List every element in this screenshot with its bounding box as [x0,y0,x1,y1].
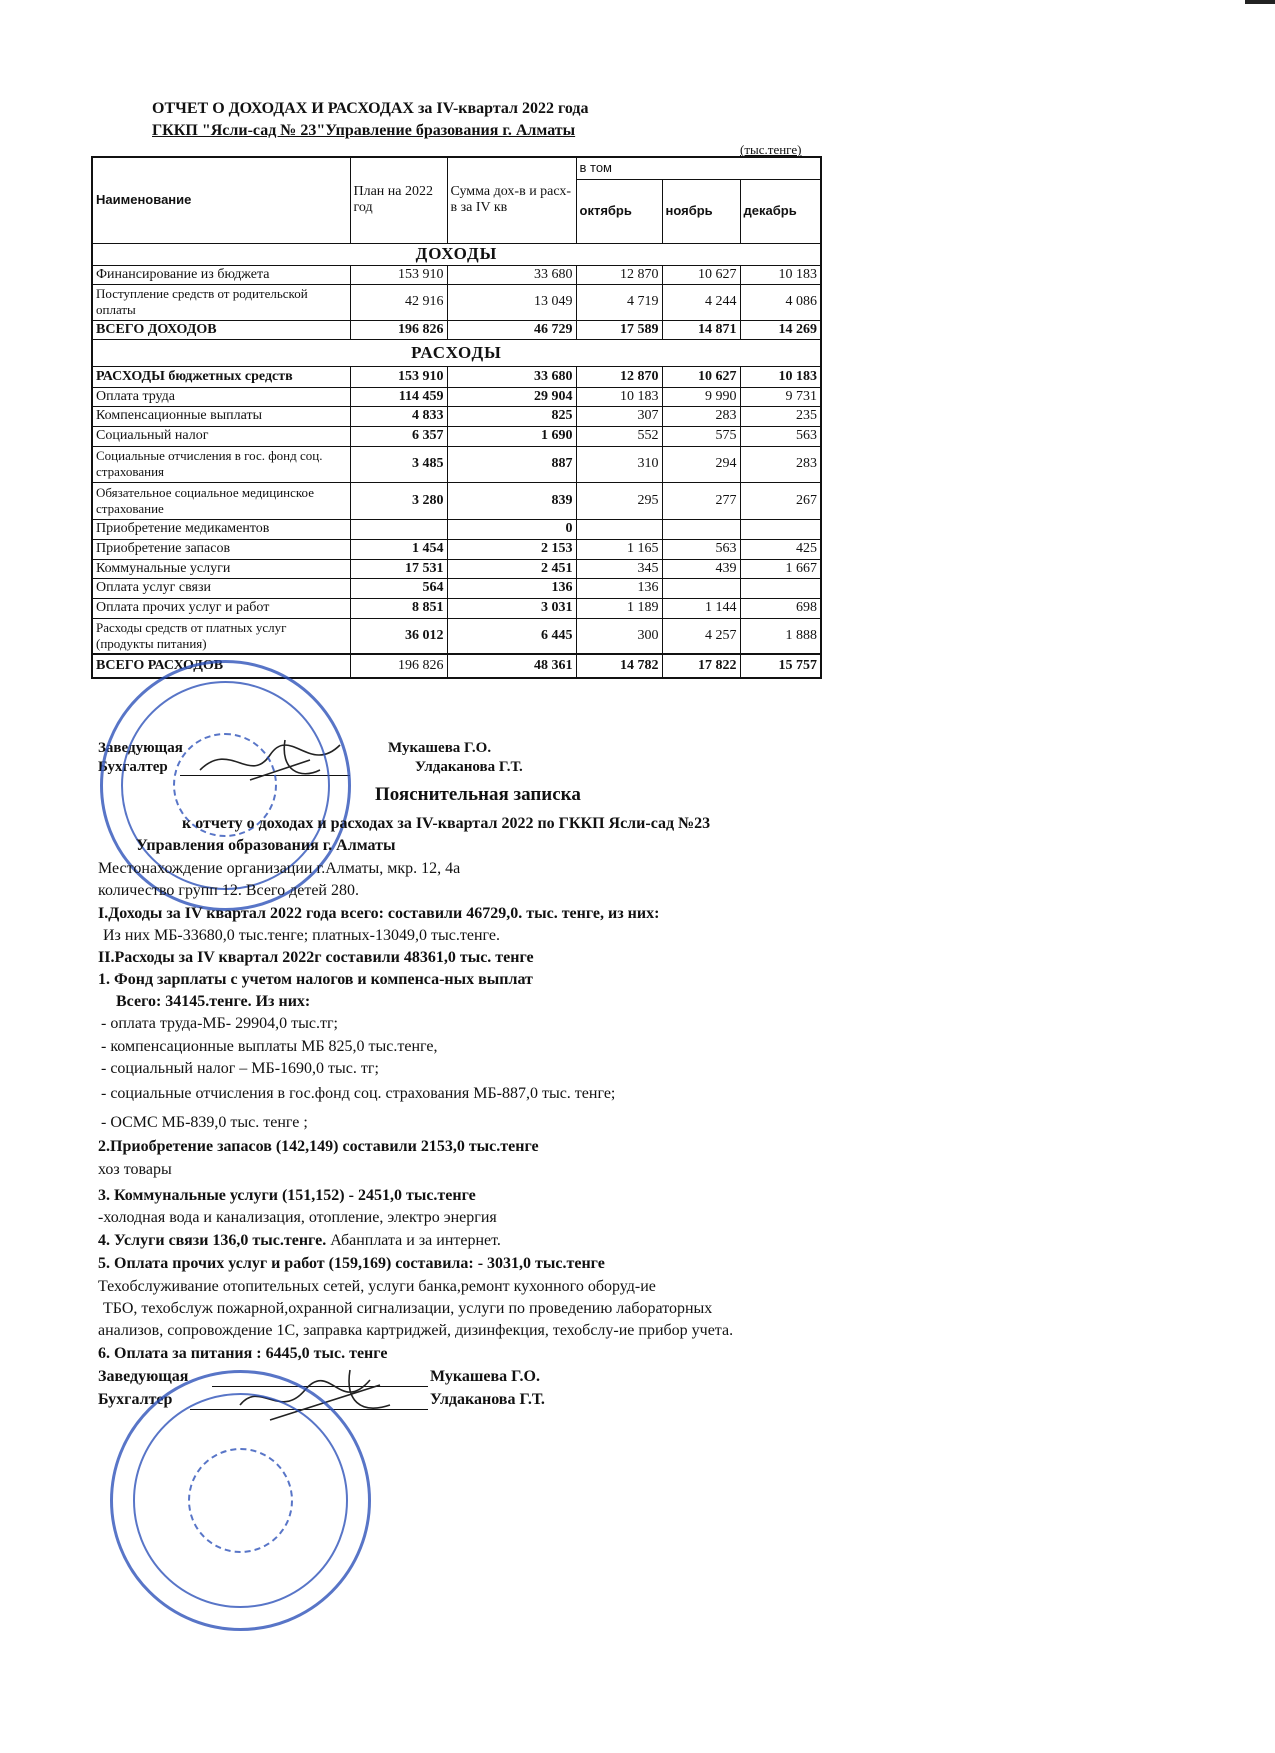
note-expense-head: II.Расходы за IV квартал 2022г составили 48361,0 тыс. тенге [98,949,534,966]
cell-oct: 10 183 [576,387,662,406]
cell-oct: 295 [576,482,662,519]
cell-sum: 839 [447,482,576,519]
sign2-acc-name: Улдаканова Г.Т. [430,1391,545,1408]
cell-nov: 1 144 [662,598,740,618]
note-groups: количество групп 12. Всего детей 280. [98,882,359,899]
cell-oct: 552 [576,426,662,446]
cell-nov: 575 [662,426,740,446]
cell-oct: 17 589 [576,320,662,339]
cell-sum: 46 729 [447,320,576,339]
cell-dec: 1 667 [740,559,821,578]
cell-nov: 9 990 [662,387,740,406]
report-subtitle: ГККП "Ясли-сад № 23"Управление бразования г. Алматы [152,122,576,139]
note-fund-item: - социальный налог – МБ-1690,0 тыс. тг; [101,1060,379,1077]
note-fund-item: - ОСМС МБ-839,0 тыс. тенге ; [101,1114,308,1131]
cell-plan: 36 012 [350,618,447,654]
note-stock-head: 2.Приобретение запасов (142,149) составили 2153,0 тыс.тенге [98,1138,539,1155]
cell-plan: 153 910 [350,265,447,284]
cell-oct: 1 189 [576,598,662,618]
note-income-detail: Из них МБ-33680,0 тыс.тенге; платных-13049,0 тыс.тенге. [103,927,500,944]
income-rows [92,265,821,320]
cell-dec: 425 [740,539,821,559]
cell-nov [662,578,740,598]
cell-name: Оплата прочих услуг и работ [92,598,350,618]
header-december: декабрь [740,179,821,243]
cell-sum: 887 [447,446,576,482]
cell-plan: 42 916 [350,284,447,320]
cell-name: ВСЕГО РАСХОДОВ [92,654,350,678]
sign1-head-role: Заведующая [98,740,183,756]
cell-name: Оплата труда [92,387,350,406]
table-row [92,387,821,406]
cell-dec: 698 [740,598,821,618]
cell-plan: 3 280 [350,482,447,519]
cell-nov: 10 627 [662,366,740,387]
cell-dec: 15 757 [740,654,821,678]
table-row [92,578,821,598]
cell-nov: 17 822 [662,654,740,678]
sign1-head-name: Мукашева Г.О. [388,740,492,756]
cell-nov: 294 [662,446,740,482]
cell-name: Расходы средств от платных услуг (продукты питания) [92,618,350,654]
cell-dec: 4 086 [740,284,821,320]
note-other-detail-3: анализов, сопровождение 1С, заправка картриджей, дизинфекция, техобслу-ие прибор учета. [98,1322,734,1339]
note-food-head: 6. Оплата за питания : 6445,0 тыс. тенге [98,1345,388,1362]
sign1-acc-name: Улдаканова Г.Т. [415,759,523,775]
cell-name: Компенсационные выплаты [92,406,350,426]
official-stamp-icon [110,1370,371,1631]
cell-sum: 6 445 [447,618,576,654]
cell-dec: 563 [740,426,821,446]
cell-dec: 14 269 [740,320,821,339]
cell-dec: 9 731 [740,387,821,406]
cell-dec: 1 888 [740,618,821,654]
header-sum: Сумма дох-в и расх-в за IV кв [447,157,576,243]
cell-plan: 1 454 [350,539,447,559]
sign2-head-role: Заведующая [98,1368,189,1385]
cell-name: Финансирование из бюджета [92,265,350,284]
cell-name: Оплата услуг связи [92,578,350,598]
note-comm-detail: Абанплата и за интернет. [330,1232,501,1249]
table-row [92,426,821,446]
header-plan: План на 2022 год [350,157,447,243]
cell-plan: 4 833 [350,406,447,426]
cell-plan: 114 459 [350,387,447,406]
note-title: Пояснительная записка [375,784,581,805]
cell-sum: 136 [447,578,576,598]
note-other-head: 5. Оплата прочих услуг и работ (159,169) составила: - 3031,0 тыс.тенге [98,1255,605,1272]
scan-edge-mark [1245,0,1275,4]
cell-name: Коммунальные услуги [92,559,350,578]
table-row [92,284,821,320]
section-expense: РАСХОДЫ [92,339,821,366]
cell-dec: 10 183 [740,265,821,284]
cell-sum: 33 680 [447,265,576,284]
cell-oct: 307 [576,406,662,426]
cell-sum: 13 049 [447,284,576,320]
cell-plan: 196 826 [350,654,447,678]
cell-oct: 14 782 [576,654,662,678]
cell-sum: 825 [447,406,576,426]
cell-dec [740,578,821,598]
cell-dec: 267 [740,482,821,519]
cell-plan: 153 910 [350,366,447,387]
cell-nov: 4 244 [662,284,740,320]
note-other-detail-2: ТБО, техобслуж пожарной,охранной сигнализации, услуги по проведению лабораторных [103,1300,713,1317]
cell-oct: 4 719 [576,284,662,320]
note-income-head: I.Доходы за IV квартал 2022 года всего: составили 46729,0. тыс. тенге, из них: [98,905,660,922]
table-row [92,406,821,426]
cell-sum: 2 451 [447,559,576,578]
cell-oct: 345 [576,559,662,578]
cell-name: Приобретение запасов [92,539,350,559]
cell-nov: 277 [662,482,740,519]
header-october: октябрь [576,179,662,243]
note-fund-total: Всего: 34145.тенге. Из них: [116,993,311,1010]
header-name: Наименование [92,157,350,243]
cell-dec: 235 [740,406,821,426]
cell-dec: 283 [740,446,821,482]
cell-nov [662,519,740,539]
table-row [92,618,821,654]
cell-dec: 10 183 [740,366,821,387]
cell-sum: 3 031 [447,598,576,618]
cell-oct: 310 [576,446,662,482]
cell-oct: 1 165 [576,539,662,559]
cell-plan: 3 485 [350,446,447,482]
table-row [92,559,821,578]
header-november: ноябрь [662,179,740,243]
cell-oct: 12 870 [576,366,662,387]
cell-nov: 14 871 [662,320,740,339]
note-subtitle-2: Управления образования г. Алматы [136,837,396,854]
cell-nov: 563 [662,539,740,559]
table-row [92,598,821,618]
cell-plan: 8 851 [350,598,447,618]
cell-name: Приобретение медикаментов [92,519,350,539]
table-row [92,366,821,387]
cell-sum: 29 904 [447,387,576,406]
cell-nov: 10 627 [662,265,740,284]
note-util-detail: -холодная вода и канализация, отопление, электро энергия [98,1209,497,1226]
cell-plan: 564 [350,578,447,598]
expense-rows [92,366,821,654]
cell-plan: 17 531 [350,559,447,578]
table-row [92,482,821,519]
note-fund-item: - компенсационные выплаты МБ 825,0 тыс.тенге, [101,1038,438,1055]
cell-name: Поступление средств от родительской оплаты [92,284,350,320]
cell-oct: 136 [576,578,662,598]
cell-sum: 1 690 [447,426,576,446]
cell-nov: 283 [662,406,740,426]
cell-name: Социальный налог [92,426,350,446]
cell-plan: 196 826 [350,320,447,339]
cell-name: Социальные отчисления в гос. фонд соц. страхования [92,446,350,482]
cell-sum: 0 [447,519,576,539]
note-comm [98,1230,501,1252]
report-table [91,156,822,679]
table-row [92,446,821,482]
note-subtitle-1: к отчету о доходах и расходах за IV-квартал 2022 по ГККП Ясли-сад №23 [182,815,711,832]
cell-name: РАСХОДЫ бюджетных средств [92,366,350,387]
section-income: ДОХОДЫ [92,243,821,265]
cell-oct [576,519,662,539]
table-row [92,519,821,539]
cell-name: Обязательное социальное медицинское страхование [92,482,350,519]
note-fund-head: 1. Фонд зарплаты с учетом налогов и компенса-ных выплат [98,971,533,988]
note-fund-item: - социальные отчисления в гос.фонд соц. страхования МБ-887,0 тыс. тенге; [101,1085,616,1102]
cell-sum: 2 153 [447,539,576,559]
income-total-row [92,320,821,339]
cell-nov: 4 257 [662,618,740,654]
header-in-that: в том [576,157,821,179]
cell-plan: 6 357 [350,426,447,446]
cell-nov: 439 [662,559,740,578]
cell-oct: 300 [576,618,662,654]
sign2-acc-role: Бухгалтер [98,1391,173,1408]
sign1-acc-role: Бухгалтер [98,759,168,775]
cell-oct: 12 870 [576,265,662,284]
cell-dec [740,519,821,539]
units-label: (тыс.тенге) [740,142,802,157]
report-title: ОТЧЕТ О ДОХОДАХ И РАСХОДАХ за IV-квартал 2022 года [152,100,589,117]
cell-name: ВСЕГО ДОХОДОВ [92,320,350,339]
table-row [92,539,821,559]
sign2-head-name: Мукашева Г.О. [430,1368,540,1385]
note-other-detail-1: Техобслуживание отопительных сетей, услуги банка,ремонт кухонного оборуд-ие [98,1278,656,1295]
cell-sum: 48 361 [447,654,576,678]
table-row [92,265,821,284]
note-stock-detail: хоз товары [98,1161,172,1178]
note-comm-head: 4. Услуги связи 136,0 тыс.тенге. [98,1232,327,1249]
note-location: Местонахождение организации г.Алматы, мкр. 12, 4а [98,860,461,877]
note-fund-item: - оплата труда-МБ- 29904,0 тыс.тг; [101,1015,338,1032]
cell-plan [350,519,447,539]
cell-sum: 33 680 [447,366,576,387]
note-util-head: 3. Коммунальные услуги (151,152) - 2451,0 тыс.тенге [98,1187,476,1204]
